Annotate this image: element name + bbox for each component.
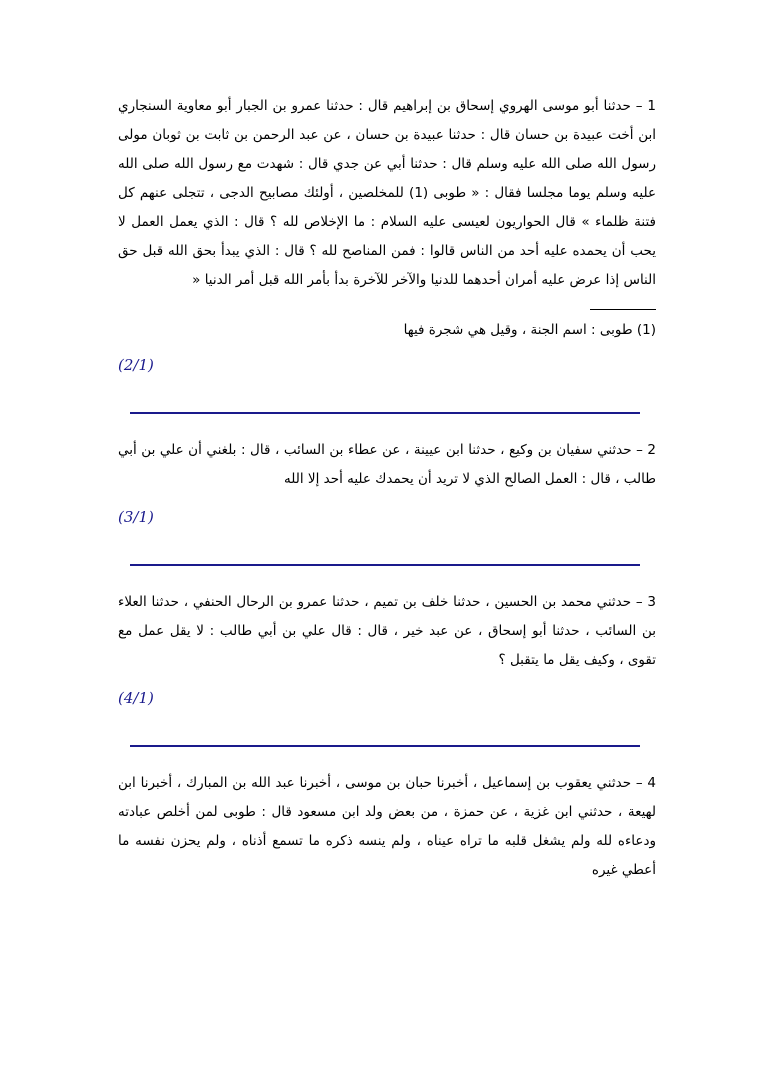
hadith-4-text: 4 – حدثني يعقوب بن إسماعيل ، أخبرنا حبان بن موسى ، أخبرنا عبد الله بن المبارك ، أخبرنا ابن لهيعة ، حدثني ابن غزية ، عن حمزة ، من بعض ولد ابن مسعود قال : طوبى لمن أخلص عبادته ودعاءه لله ولم يشغل قلبه ما تراه عيناه ، ولم ينسه ذكره ما تسمع أذناه ، ولم يحزن نفسه ما أعطي غيره bbox=[118, 775, 656, 878]
document-page bbox=[118, 90, 656, 885]
section-divider-2 bbox=[130, 564, 640, 566]
hadith-1-footnote: (1) طوبى : اسم الجنة ، وقيل هي شجرة فيها bbox=[403, 322, 656, 338]
page-reference-1: (2/1) bbox=[118, 356, 154, 374]
footnote-separator bbox=[590, 309, 656, 310]
section-divider-3 bbox=[130, 745, 640, 747]
hadith-1-text: 1 – حدثنا أبو موسى الهروي إسحاق بن إبراهيم قال : حدثنا عمرو بن الجبار أبو معاوية السنجاري ابن أخت عبيدة بن حسان قال : حدثنا عبيدة بن حسان ، عن عبد الرحمن بن ثابت بن ثوبان مولى رسول الله صلى الله عليه وسلم قال : حدثنا أبي عن جدي قال : شهدت مع رسول الله صلى الله عليه وسلم يوما مجلسا فقال : « طوبى (1) للمخلصين ، أولئك مصابيح الدجى ، تتجلى عنهم كل فتنة ظلماء » قال الحواريون لعيسى عليه السلام : ما الإخلاص لله ؟ قال : الذي يعمل العمل لا يحب أن يحمده عليه أحد من الناس قالوا : فمن المناصح لله ؟ قال : الذي يبدأ بحق الله قبل حق الناس إذا عرض عليه أمران أحدهما للدنيا والآخر للآخرة بدأ بأمر الله قبل أمر الدنيا « bbox=[118, 98, 657, 288]
section-divider-1 bbox=[130, 412, 640, 414]
page-reference-3: (4/1) bbox=[118, 689, 154, 707]
hadith-3-text: 3 – حدثني محمد بن الحسين ، حدثنا خلف بن تميم ، حدثنا عمرو بن الرحال الحنفي ، حدثنا العلاء بن السائب ، حدثنا أبو إسحاق ، عن عبد خير ، قال : قال علي بن أبي طالب : لا يقل عمل مع تقوى ، وكيف يقل ما يتقبل ؟ bbox=[118, 594, 656, 668]
page-reference-2: (3/1) bbox=[118, 508, 154, 526]
hadith-2-text: 2 – حدثني سفيان بن وكيع ، حدثنا ابن عيينة ، عن عطاء بن السائب ، قال : بلغني أن علي بن أبي طالب ، قال : العمل الصالح الذي لا تريد أن يحمدك عليه أحد إلا الله bbox=[118, 442, 656, 487]
